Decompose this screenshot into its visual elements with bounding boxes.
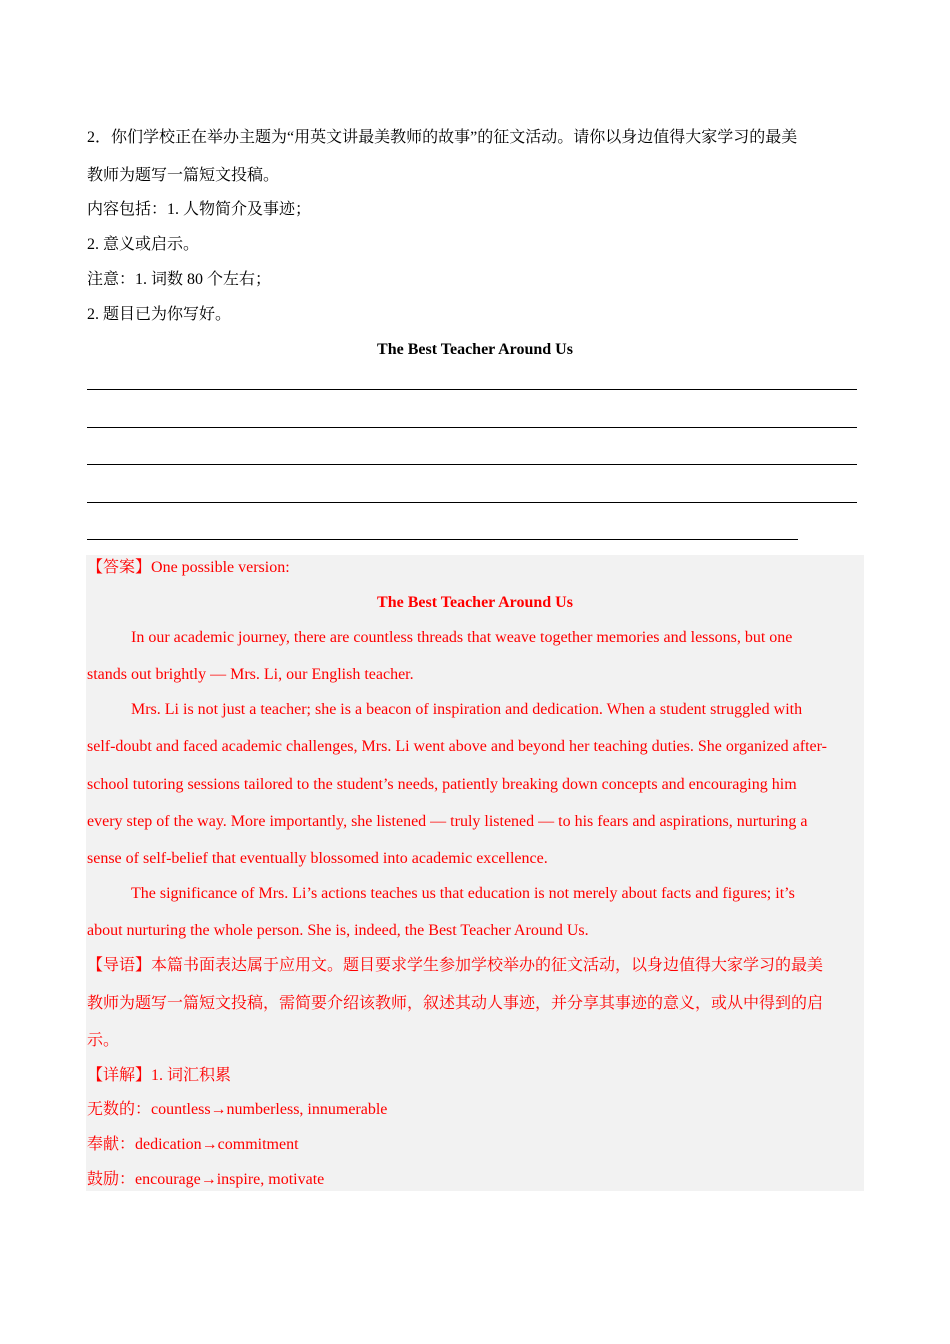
- answer-paragraph-3-line-2: about nurturing the whole person. She is, indeed, the Best Teacher Around Us.: [87, 922, 589, 939]
- answer-paragraph-2-line-1: Mrs. Li is not just a teacher; she is a beacon of inspiration and dedication. When a student struggled with: [131, 701, 803, 718]
- answer-title: The Best Teacher Around Us: [377, 594, 573, 611]
- answer-paragraph-1-line-2: stands out brightly — Mrs. Li, our English teacher.: [87, 666, 414, 683]
- question-content-line-2: 2. 意义或启示。: [87, 236, 200, 253]
- vocab-item-dedication: 奉献：dedication→commitment: [87, 1136, 299, 1153]
- guide-line-2: 教师为题写一篇短文投稿，需简要介绍该教师，叙述其动人事迹，并分享其事迹的意义，或从中得到的启: [87, 995, 824, 1012]
- answer-header: [87, 557, 290, 579]
- answer-paragraph-2-line-3: school tutoring sessions tailored to the student’s needs, patiently breaking down concepts and encouraging him: [87, 776, 797, 793]
- answer-paragraph-1-line-1: In our academic journey, there are countless threads that weave together memories and lessons, but one: [131, 629, 793, 646]
- answer-paragraph-2-line-4: every step of the way. More importantly, she listened — truly listened — to his fears and aspirations, nurturing a: [87, 813, 808, 830]
- vocab-item-countless: 无数的：countless→numberless, innumerable: [87, 1101, 388, 1118]
- detail-header: 【详解】1. 词汇积累: [87, 1067, 232, 1084]
- answer-paragraph-2-line-5: sense of self-belief that eventually blossomed into academic excellence.: [87, 850, 548, 867]
- essay-title: The Best Teacher Around Us: [377, 341, 573, 358]
- guide-line-1: 【导语】本篇书面表达属于应用文。题目要求学生参加学校举办的征文活动，以身边值得大家学习的最美: [87, 957, 824, 974]
- answer-paragraph-2-line-2: self-doubt and faced academic challenges, Mrs. Li went above and beyond her teaching duties. She organized after-: [87, 738, 827, 755]
- writing-line: [87, 389, 857, 390]
- question-content-line-1: 内容包括：1. 人物简介及事迹；: [87, 201, 312, 218]
- question-note-line-1: 注意：1. 词数 80 个左右；: [87, 271, 272, 288]
- answer-intro: One possible version:: [151, 559, 290, 576]
- writing-line: [87, 464, 857, 465]
- writing-line: [87, 539, 798, 540]
- answer-label: 【答案】: [87, 559, 152, 576]
- answer-section-background: [86, 555, 864, 1191]
- answer-paragraph-3-line-1: The significance of Mrs. Li’s actions teaches us that education is not merely about facts and figures; it’s: [131, 885, 795, 902]
- question-prompt-line-2: 教师为题写一篇短文投稿。: [87, 167, 280, 184]
- question-prompt-line-1: 2．你们学校正在举办主题为“用英文讲最美教师的故事”的征文活动。请你以身边值得大家学习的最美: [87, 129, 798, 146]
- guide-line-3: 示。: [87, 1032, 120, 1049]
- writing-line: [87, 502, 857, 503]
- writing-line: [87, 427, 857, 428]
- question-note-line-2: 2. 题目已为你写好。: [87, 306, 232, 323]
- vocab-item-encourage: 鼓励：encourage→inspire, motivate: [87, 1171, 325, 1188]
